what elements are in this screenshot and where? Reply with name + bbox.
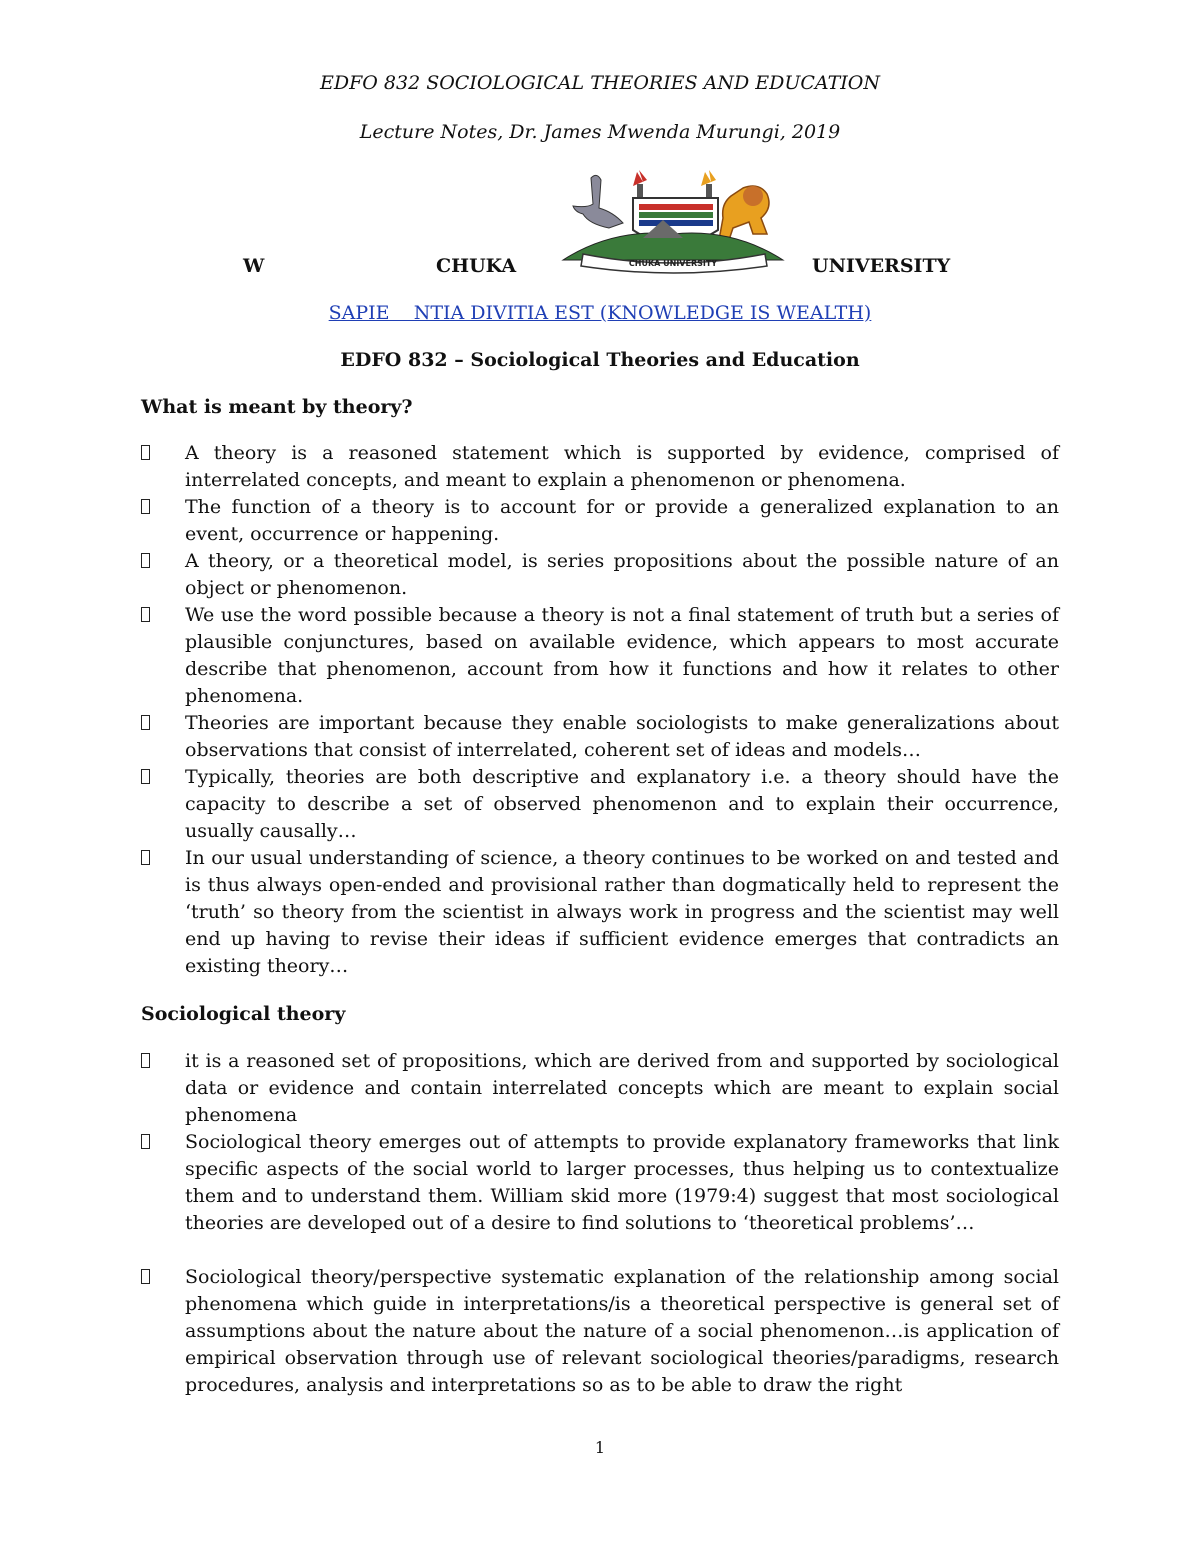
list-item-text: it is a reasoned set of propositions, which are derived from and supported by sociological data or evidence and contain interrelated concepts which are meant to explain social phenomena xyxy=(185,1050,1059,1126)
university-crest-logo xyxy=(553,168,793,278)
section-heading-theory: What is meant by theory? xyxy=(141,396,413,418)
sociological-bullet-list-a xyxy=(141,1048,1059,1237)
bullet-icon xyxy=(141,764,161,791)
bullet-icon xyxy=(141,548,161,575)
university-left-fragment: W xyxy=(243,255,265,277)
university-name-part2: UNIVERSITY xyxy=(812,255,951,277)
list-item xyxy=(141,845,1059,980)
bullet-icon xyxy=(141,845,161,872)
course-title: EDFO 832 – Sociological Theories and Education xyxy=(340,349,860,371)
bullet-icon xyxy=(141,440,161,467)
list-item-text: Theories are important because they enable sociologists to make generalizations about observations that consist of interrelated, coherent set of ideas and models… xyxy=(185,712,1059,761)
list-item-text: The function of a theory is to account for or provide a generalized explanation to an event, occurrence or happening. xyxy=(185,496,1059,545)
sociological-bullet-list-b xyxy=(141,1264,1059,1399)
theory-bullet-list xyxy=(141,440,1059,980)
crest-ribbon-text: CHUKA UNIVERSITY xyxy=(628,259,718,268)
list-item xyxy=(141,548,1059,602)
list-item xyxy=(141,1129,1059,1237)
bullet-icon xyxy=(141,602,161,629)
section-heading-sociological-theory: Sociological theory xyxy=(141,1003,346,1025)
list-item xyxy=(141,494,1059,548)
page-number: 1 xyxy=(594,1438,606,1457)
list-item xyxy=(141,440,1059,494)
crest-image xyxy=(553,168,793,278)
list-item xyxy=(141,602,1059,710)
list-item xyxy=(141,1264,1059,1399)
list-item-text: Sociological theory emerges out of attempts to provide explanatory frameworks that link specific aspects of the social world to larger processes, thus helping us to contextualize them and to understand them. William skid more (1979:4) suggest that most sociological theories are developed out of a desire to find solutions to ‘theoretical problems’… xyxy=(185,1131,1059,1234)
list-item xyxy=(141,764,1059,845)
list-item-text: In our usual understanding of science, a theory continues to be worked on and tested and is thus always open-ended and provisional rather than dogmatically held to represent the ‘truth’ so theory from the scientist in always work in progress and the scientist may well end up having to revise their ideas if sufficient evidence emerges that contradicts an existing theory… xyxy=(185,847,1059,977)
list-item xyxy=(141,710,1059,764)
list-item-text: Typically, theories are both descriptive and explanatory i.e. a theory should have the capacity to describe a set of observed phenomenon and to explain their occurrence, usually causally… xyxy=(185,766,1059,842)
bullet-icon xyxy=(141,1264,161,1291)
university-name-part1: CHUKA xyxy=(436,255,517,277)
lecture-notes-line: Lecture Notes, Dr. James Mwenda Murungi, 2019 xyxy=(359,121,841,143)
university-motto-link[interactable]: SAPIE NTIA DIVITIA EST (KNOWLEDGE IS WEALTH) xyxy=(328,302,872,324)
list-item-text: We use the word possible because a theory is not a final statement of truth but a series of plausible conjunctures, based on available evidence, which appears to most accurate describe that phenomenon, account from how it functions and how it relates to other phenomena. xyxy=(185,604,1059,707)
bullet-icon xyxy=(141,1129,161,1156)
list-item xyxy=(141,1048,1059,1129)
bullet-icon xyxy=(141,1048,161,1075)
list-item-text: A theory is a reasoned statement which is supported by evidence, comprised of interrelated concepts, and meant to explain a phenomenon or phenomena. xyxy=(185,442,1059,491)
bullet-icon xyxy=(141,494,161,521)
list-item-text: Sociological theory/perspective systematic explanation of the relationship among social phenomena which guide in interpretations/is a theoretical perspective is general set of assumptions about the nature about the nature of a social phenomenon…is application of empirical observation through use of relevant sociological theories/paradigms, research procedures, analysis and interpretations so as to be able to draw the right xyxy=(185,1266,1059,1396)
course-header: EDFO 832 SOCIOLOGICAL THEORIES AND EDUCATION xyxy=(320,72,880,94)
list-item-text: A theory, or a theoretical model, is series propositions about the possible nature of an object or phenomenon. xyxy=(185,550,1059,599)
bullet-icon xyxy=(141,710,161,737)
